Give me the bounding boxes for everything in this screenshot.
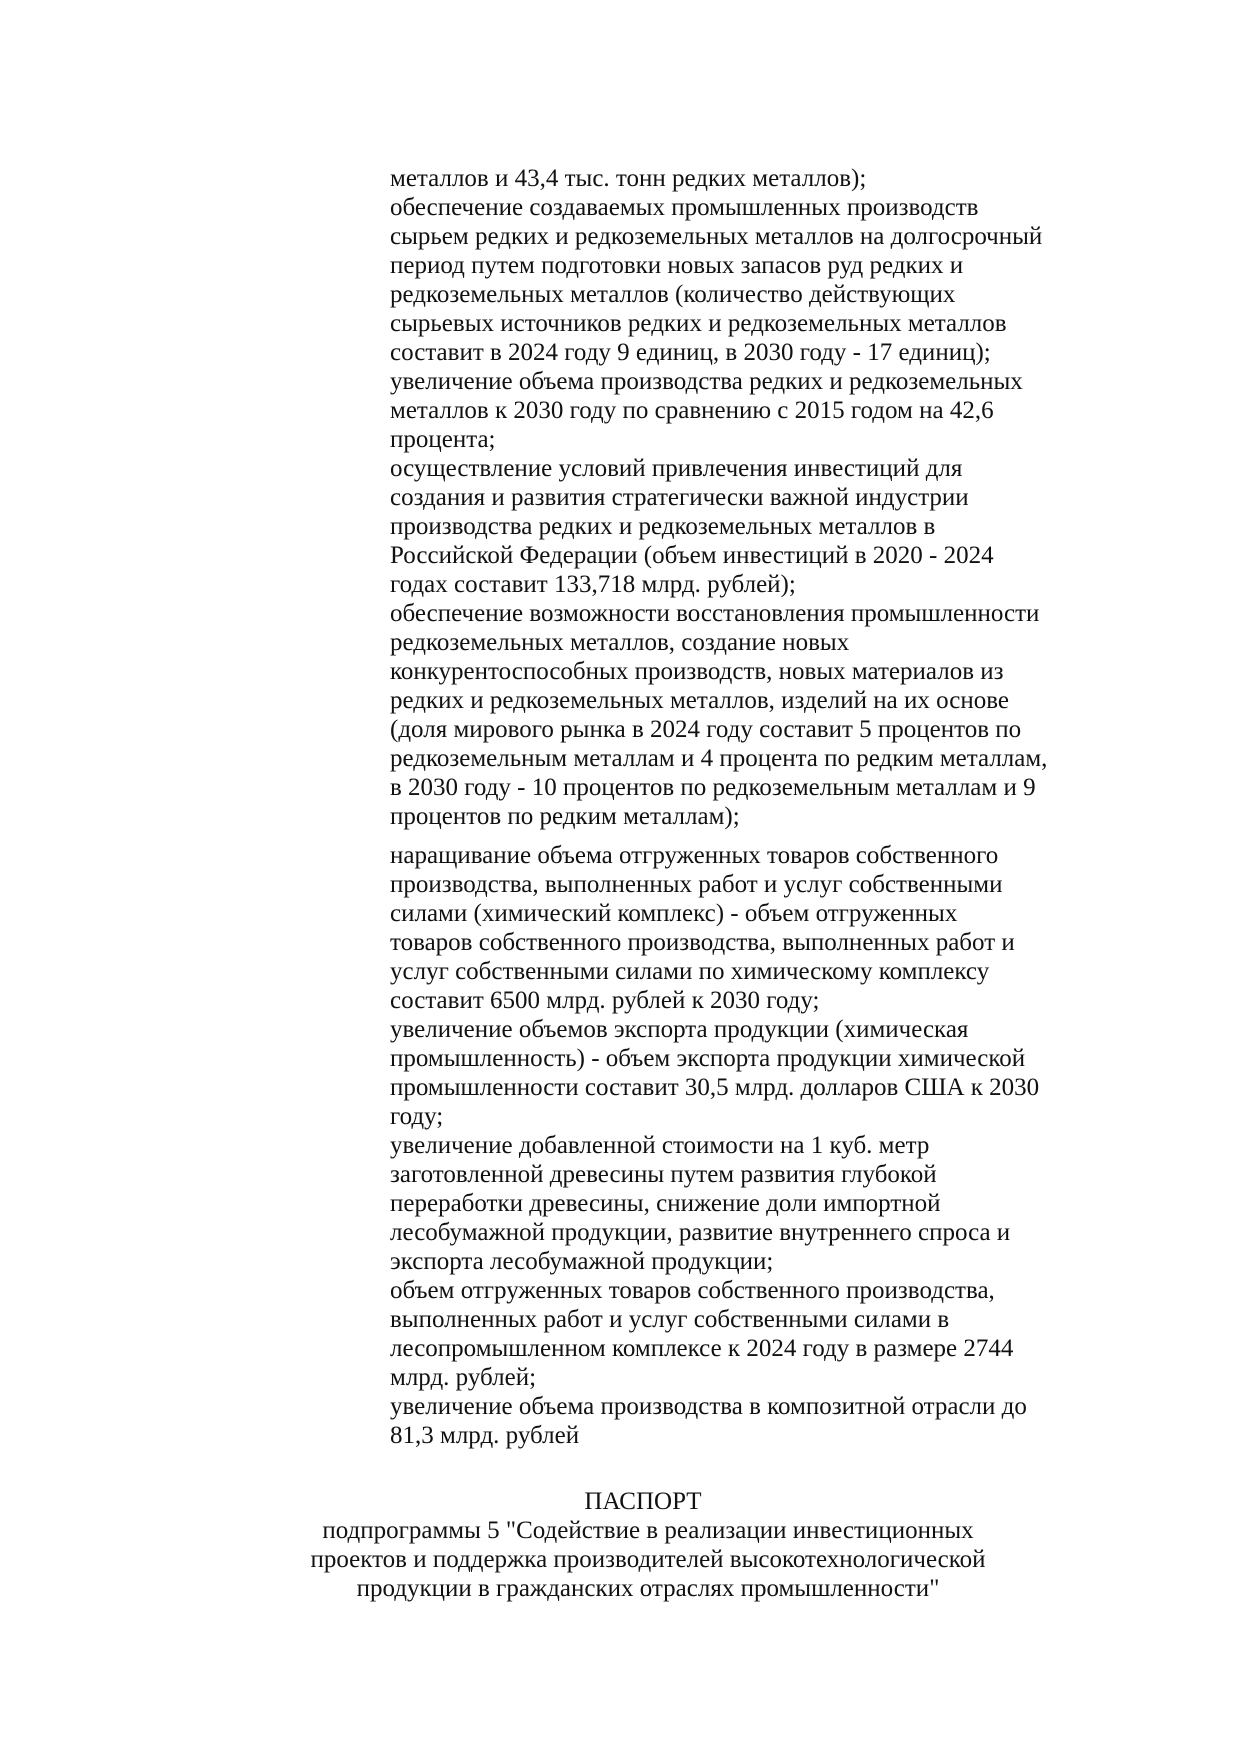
text-line: в 2030 году - 10 процентов по редкоземельным металлам и 9 <box>390 774 1036 801</box>
subprogram-title-line: проектов и поддержка производителей высокотехнологической <box>310 1546 986 1573</box>
subprogram-title-line: продукции в гражданских отраслях промышленности" <box>356 1575 940 1602</box>
text-line: редких и редкоземельных металлов, изделий на их основе <box>390 687 1009 714</box>
passport-title: ПАСПОРТ <box>584 1488 702 1515</box>
text-line: металлов к 2030 году по сравнению с 2015 годом на 42,6 <box>390 397 994 424</box>
text-line: процента; <box>390 426 496 453</box>
text-line: услуг собственными силами по химическому комплексу <box>390 958 990 985</box>
text-line: сырьевых источников редких и редкоземельных металлов <box>390 310 1007 337</box>
text-line: производства редких и редкоземельных металлов в <box>390 513 936 540</box>
text-line: увеличение объема производства в композитной отрасли до <box>390 1393 1027 1420</box>
text-line: увеличение добавленной стоимости на 1 куб. метр <box>390 1132 930 1159</box>
text-line: экспорта лесобумажной продукции; <box>390 1248 774 1275</box>
text-line: конкурентоспособных производств, новых материалов из <box>390 658 1004 685</box>
text-line: объем отгруженных товаров собственного производства, <box>390 1277 995 1304</box>
text-line: увеличение объема производства редких и редкоземельных <box>390 368 1023 395</box>
text-line: году; <box>390 1103 444 1130</box>
text-line: металлов и 43,4 тыс. тонн редких металлов); <box>390 165 867 192</box>
text-line: создания и развития стратегически важной индустрии <box>390 484 969 511</box>
text-line: промышленность) - объем экспорта продукции химической <box>390 1045 1026 1072</box>
text-line: редкоземельных металлов, создание новых <box>390 629 850 656</box>
text-line: 81,3 млрд. рублей <box>390 1422 580 1449</box>
text-line: силами (химический комплекс) - объем отгруженных <box>390 900 958 927</box>
text-line: увеличение объемов экспорта продукции (химическая <box>390 1016 969 1043</box>
subprogram-passport-heading <box>0 1487 1240 1603</box>
text-line: производства, выполненных работ и услуг собственными <box>390 871 1003 898</box>
text-line: годах составит 133,718 млрд. рублей); <box>390 571 796 598</box>
text-line: редкоземельных металлов (количество действующих <box>390 281 956 308</box>
goals-text-block-industry <box>390 841 1070 1450</box>
text-line: сырьем редких и редкоземельных металлов на долгосрочный <box>390 223 1043 250</box>
text-line: наращивание объема отгруженных товаров собственного <box>390 842 999 869</box>
text-line: (доля мирового рынка в 2024 году составит 5 процентов по <box>390 716 1022 743</box>
text-line: составит в 2024 году 9 единиц, в 2030 году - 17 единиц); <box>390 339 991 366</box>
text-line: лесобумажной продукции, развитие внутреннего спроса и <box>390 1219 1011 1246</box>
text-line: промышленности составит 30,5 млрд. долларов США к 2030 <box>390 1074 1040 1101</box>
text-line: редкоземельным металлам и 4 процента по редким металлам, <box>390 745 1048 772</box>
text-line: выполненных работ и услуг собственными силами в <box>390 1306 950 1333</box>
text-line: переработки древесины, снижение доли импортной <box>390 1190 941 1217</box>
subprogram-title-line: подпрограммы 5 "Содействие в реализации инвестиционных <box>322 1517 974 1544</box>
text-line: Российской Федерации (объем инвестиций в 2020 - 2024 <box>390 542 994 569</box>
text-line: осуществление условий привлечения инвестиций для <box>390 455 963 482</box>
text-line: процентов по редким металлам); <box>390 803 740 830</box>
text-line: обеспечение возможности восстановления промышленности <box>390 600 1040 627</box>
text-line: млрд. рублей; <box>390 1364 537 1391</box>
text-line: составит 6500 млрд. рублей к 2030 году; <box>390 987 820 1014</box>
text-line: обеспечение создаваемых промышленных производств <box>390 194 979 221</box>
text-line: период путем подготовки новых запасов руд редких и <box>390 252 964 279</box>
text-line: заготовленной древесины путем развития глубокой <box>390 1161 937 1188</box>
text-line: товаров собственного производства, выполненных работ и <box>390 929 1015 956</box>
goals-text-block-rare-metals <box>390 164 1070 831</box>
text-line: лесопромышленном комплексе к 2024 году в размере 2744 <box>390 1335 1014 1362</box>
